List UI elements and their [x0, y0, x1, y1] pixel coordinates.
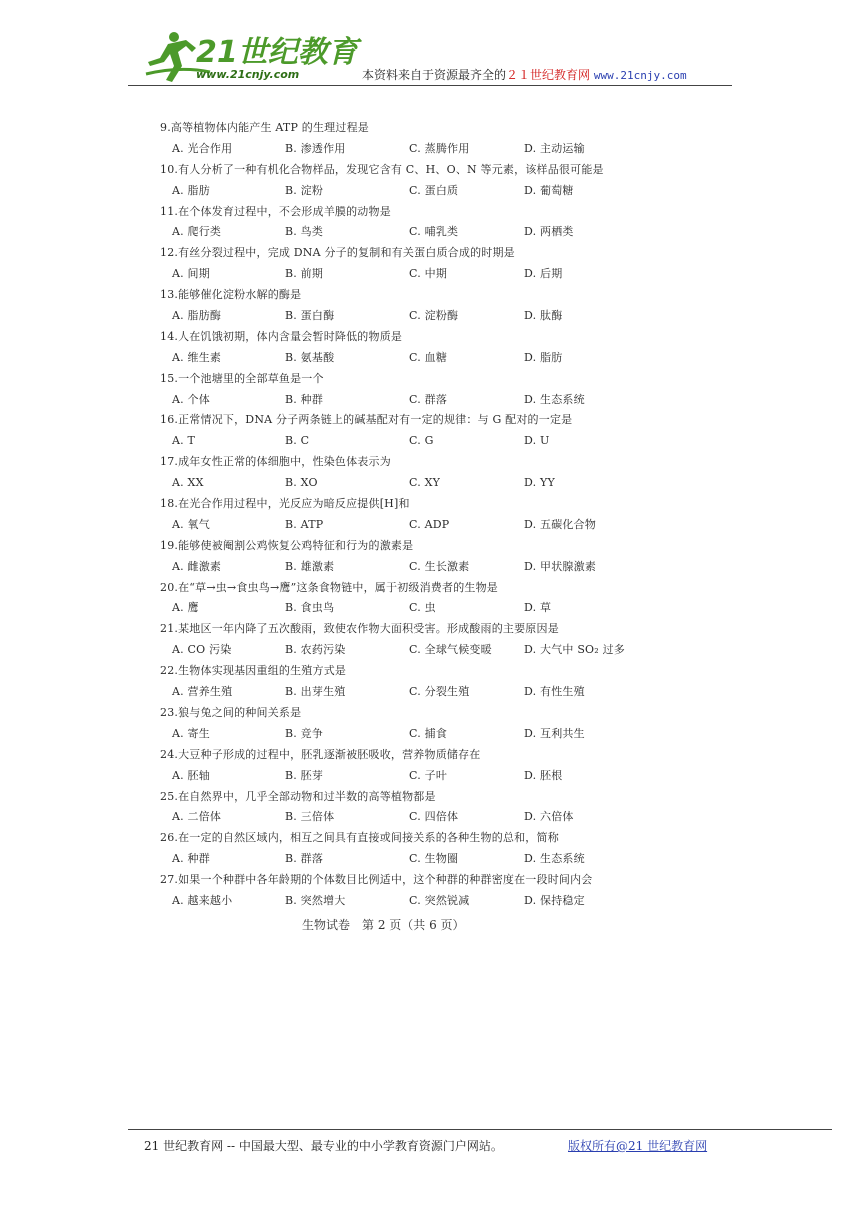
question-item: [160, 452, 690, 494]
option-d: D. 有性生殖: [524, 685, 585, 699]
question-stem: 10.有人分析了一种有机化合物样品，发现它含有 C、H、O、N 等元素，该样品很可能是: [160, 162, 604, 176]
option-b: B. 氨基酸: [285, 350, 335, 364]
option-a: A. XX: [172, 476, 204, 490]
option-c: C. 蛋白质: [409, 183, 459, 197]
option-a: A. 间期: [172, 267, 210, 281]
question-item: [160, 661, 690, 703]
question-stem: 16.正常情况下，DNA 分子两条链上的碱基配对有一定的规律：与 G 配对的一定是: [160, 413, 573, 427]
option-c: C. XY: [409, 476, 441, 490]
option-row: [160, 431, 690, 452]
option-d: D. 后期: [524, 267, 563, 281]
option-a: A. 维生素: [172, 350, 222, 364]
question-stem: 15.一个池塘里的全部草鱼是一个: [160, 371, 324, 385]
option-d: D. 互利共生: [524, 726, 585, 740]
option-a: A. 爬行类: [172, 225, 222, 239]
option-b: B. C: [285, 434, 310, 448]
option-c: C. 哺乳类: [409, 225, 459, 239]
header-note-prefix: 本资料来自于资源最齐全的: [362, 68, 507, 82]
option-row: [160, 891, 690, 912]
option-a: A. 氧气: [172, 517, 210, 531]
option-b: B. 突然增大: [285, 893, 346, 907]
option-row: [160, 181, 690, 202]
header-note: [362, 66, 687, 83]
option-d: D. 保持稳定: [524, 893, 585, 907]
logo-url: www.21cnjy.com: [196, 68, 300, 81]
option-a: A. 脂肪: [172, 183, 210, 197]
option-d: D. 葡萄糖: [524, 183, 574, 197]
option-b: B. 胚芽: [285, 768, 324, 782]
option-row: [160, 306, 690, 327]
question-item: [160, 118, 690, 160]
option-row: [160, 222, 690, 243]
footer-site-text: 21 世纪教育网 -- 中国最大型、最专业的中小学教育资源门户网站。: [144, 1139, 503, 1153]
option-b: B. 渗透作用: [285, 141, 346, 155]
option-row: [160, 139, 690, 160]
option-d: D. 肽酶: [524, 309, 563, 323]
option-c: C. 中期: [409, 267, 448, 281]
option-d: D. 五碳化合物: [524, 517, 597, 531]
option-c: C. 突然锐减: [409, 893, 470, 907]
question-stem: 17.成年女性正常的体细胞中，性染色体表示为: [160, 455, 391, 469]
option-a: A. 脂肪酶: [172, 309, 222, 323]
option-b: B. 竞争: [285, 726, 324, 740]
question-item: [160, 410, 690, 452]
option-row: [160, 515, 690, 536]
option-b: B. 鸟类: [285, 225, 324, 239]
question-stem: 21.某地区一年内降了五次酸雨，致使农作物大面积受害。形成酸雨的主要原因是: [160, 622, 559, 636]
option-c: C. 分裂生殖: [409, 685, 470, 699]
option-b: B. 农药污染: [285, 643, 346, 657]
question-item: [160, 578, 690, 620]
option-c: C. 捕食: [409, 726, 448, 740]
option-a: A. 营养生殖: [172, 685, 233, 699]
option-d: D. U: [524, 434, 550, 448]
option-a: A. 二倍体: [172, 810, 222, 824]
logo-graphic: [140, 28, 358, 86]
option-row: [160, 849, 690, 870]
option-a: A. 寄生: [172, 726, 210, 740]
question-stem: 26.在一定的自然区域内，相互之间具有直接或间接关系的各种生物的总和，简称: [160, 831, 559, 845]
question-stem: 20.在“草→虫→食虫鸟→鹰”这条食物链中，属于初级消费者的生物是: [160, 580, 498, 594]
header-brand-link[interactable]: ２１世纪教育网: [506, 68, 591, 82]
question-list: [160, 118, 690, 912]
option-c: C. ADP: [409, 517, 450, 531]
question-stem: 22.生物体实现基因重组的生殖方式是: [160, 664, 347, 678]
question-stem: 23.狼与兔之间的种间关系是: [160, 705, 302, 719]
question-item: [160, 787, 690, 829]
option-a: A. 光合作用: [172, 141, 233, 155]
option-row: [160, 473, 690, 494]
option-c: C. 虫: [409, 601, 436, 615]
option-c: C. 群落: [409, 392, 448, 406]
option-d: D. 大气中 SO₂ 过多: [524, 643, 625, 657]
question-item: [160, 703, 690, 745]
option-d: D. 两栖类: [524, 225, 574, 239]
question-stem: 14.人在饥饿初期，体内含量会暂时降低的物质是: [160, 329, 403, 343]
option-row: [160, 640, 690, 661]
option-row: [160, 390, 690, 411]
option-d: D. 生态系统: [524, 392, 585, 406]
option-c: C. 血糖: [409, 350, 448, 364]
question-stem: 25.在自然界中，几乎全部动物和过半数的高等植物都是: [160, 789, 436, 803]
option-c: C. 全球气候变暖: [409, 643, 492, 657]
logo-text: 21世纪教育: [196, 35, 358, 70]
question-stem: 13.能够催化淀粉水解的酶是: [160, 288, 302, 302]
question-stem: 19.能够使被阉割公鸡恢复公鸡特征和行为的激素是: [160, 538, 414, 552]
option-a: A. 雌激素: [172, 559, 222, 573]
option-b: B. 雄激素: [285, 559, 335, 573]
option-d: D. 甲状腺激素: [524, 559, 597, 573]
option-c: C. 蒸腾作用: [409, 141, 470, 155]
question-item: [160, 285, 690, 327]
option-row: [160, 348, 690, 369]
footer-copyright-link[interactable]: 版权所有@21 世纪教育网: [568, 1139, 708, 1153]
option-b: B. 群落: [285, 852, 324, 866]
question-item: [160, 536, 690, 578]
question-item: [160, 327, 690, 369]
footer-divider: [128, 1129, 832, 1130]
option-b: B. 淀粉: [285, 183, 324, 197]
option-b: B. 食虫鸟: [285, 601, 335, 615]
option-c: C. 生长激素: [409, 559, 470, 573]
option-b: B. 出芽生殖: [285, 685, 346, 699]
question-item: [160, 619, 690, 661]
option-row: [160, 598, 690, 619]
option-c: C. G: [409, 434, 434, 448]
option-d: D. 草: [524, 601, 552, 615]
option-a: A. T: [172, 434, 196, 448]
option-row: [160, 724, 690, 745]
question-item: [160, 243, 690, 285]
option-row: [160, 807, 690, 828]
option-a: A. CO 污染: [172, 643, 232, 657]
header-divider: [128, 85, 732, 86]
option-row: [160, 682, 690, 703]
option-b: B. 前期: [285, 267, 324, 281]
option-a: A. 鹰: [172, 601, 199, 615]
header-url-link[interactable]: www.21cnjy.com: [593, 69, 687, 82]
option-a: A. 越来越小: [172, 893, 233, 907]
option-d: D. 六倍体: [524, 810, 574, 824]
option-row: [160, 557, 690, 578]
option-row: [160, 264, 690, 285]
option-b: B. 种群: [285, 392, 324, 406]
option-b: B. 三倍体: [285, 810, 335, 824]
question-stem: 9.高等植物体内能产生 ATP 的生理过程是: [160, 121, 369, 134]
question-item: [160, 494, 690, 536]
option-c: C. 四倍体: [409, 810, 459, 824]
option-c: C. 淀粉酶: [409, 309, 459, 323]
option-a: A. 种群: [172, 852, 210, 866]
option-c: C. 子叶: [409, 768, 448, 782]
page-number: 生物试卷 第 2 页（共 6 页）: [302, 918, 465, 932]
question-item: [160, 369, 690, 411]
option-b: B. XO: [285, 476, 318, 490]
question-item: [160, 828, 690, 870]
question-stem: 24.大豆种子形成的过程中，胚乳逐渐被胚吸收，营养物质储存在: [160, 747, 481, 761]
option-b: B. 蛋白酶: [285, 309, 335, 323]
option-d: D. 胚根: [524, 768, 563, 782]
option-row: [160, 766, 690, 787]
option-a: A. 胚轴: [172, 768, 210, 782]
site-logo[interactable]: [140, 28, 358, 86]
option-d: D. YY: [524, 476, 555, 490]
question-item: [160, 160, 690, 202]
option-d: D. 脂肪: [524, 350, 563, 364]
option-d: D. 生态系统: [524, 852, 585, 866]
option-c: C. 生物圈: [409, 852, 459, 866]
question-item: [160, 745, 690, 787]
question-item: [160, 870, 690, 912]
option-b: B. ATP: [285, 517, 324, 531]
question-stem: 18.在光合作用过程中，光反应为暗反应提供[H]和: [160, 497, 410, 511]
question-item: [160, 202, 690, 244]
option-d: D. 主动运输: [524, 141, 585, 155]
question-stem: 27.如果一个种群中各年龄期的个体数目比例适中，这个种群的种群密度在一段时间内会: [160, 873, 593, 887]
question-stem: 12.有丝分裂过程中，完成 DNA 分子的复制和有关蛋白质合成的时期是: [160, 246, 515, 260]
option-a: A. 个体: [172, 392, 210, 406]
question-stem: 11.在个体发育过程中，不会形成羊膜的动物是: [160, 204, 391, 218]
